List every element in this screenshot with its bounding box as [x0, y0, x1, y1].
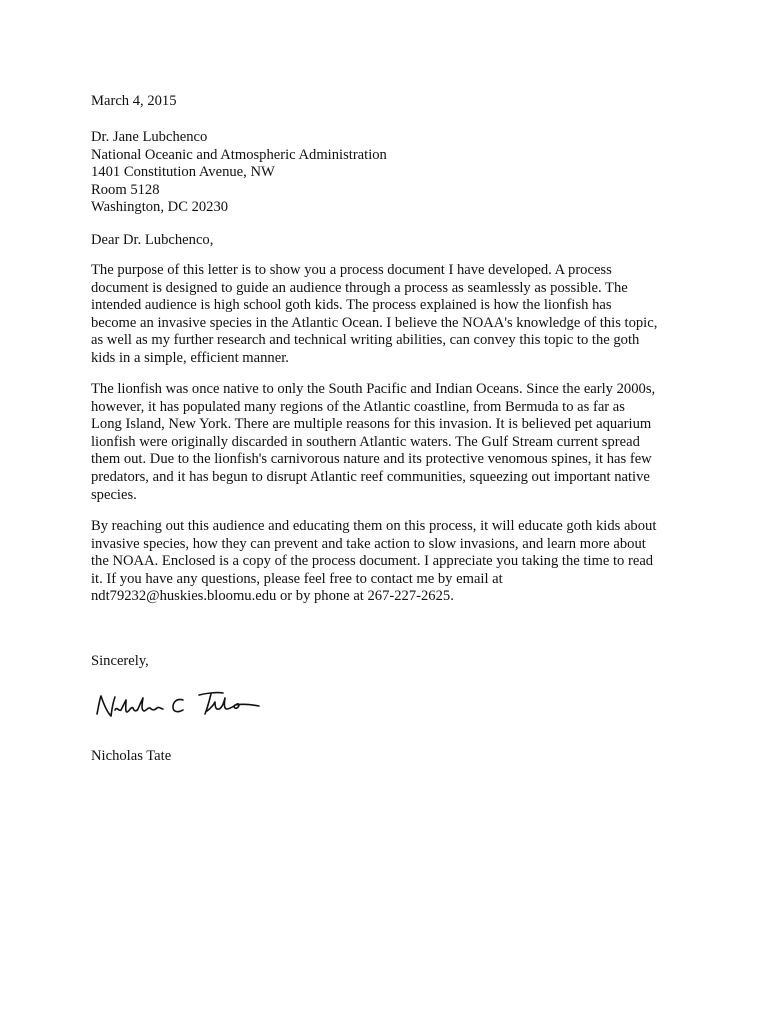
paragraph-line: ndt79232@huskies.bloomu.edu or by phone at 267-227-2625. [91, 588, 454, 605]
paragraph-line: By reaching out this audience and educating them on this process, it will educate goth kids about [91, 518, 657, 534]
recipient-address [91, 129, 691, 217]
paragraph-line: species. [91, 486, 137, 503]
recipient-room: Room 5128 [91, 181, 160, 198]
salutation [91, 232, 691, 250]
paragraph-line: The lionfish was once native to only the South Pacific and Indian Oceans. Since the early 2000s, [91, 381, 656, 397]
closing-line: Sincerely, [91, 653, 149, 669]
closing [91, 653, 691, 671]
paragraph-line: document is designed to guide an audience through a process as seamlessly as possible. The [91, 279, 628, 296]
paragraph-line: however, it has populated many regions of the Atlantic coastline, from Bermuda to as far as [91, 398, 625, 415]
paragraph-line: it. If you have any questions, please feel free to contact me by email at [91, 570, 503, 587]
paragraph-line: the NOAA. Enclosed is a copy of the process document. I appreciate you taking the time to read [91, 553, 654, 570]
paragraph-line: intended audience is high school goth kids. The process explained is how the lionfish has [91, 297, 612, 314]
paragraph-line: Long Island, New York. There are multiple reasons for this invasion. It is believed pet aquarium [91, 416, 652, 433]
sender-name-line: Nicholas Tate [91, 748, 172, 764]
recipient-city: Washington, DC 20230 [91, 199, 229, 216]
paragraph-line: invasive species, how they can prevent and take action to slow invasions, and learn more about [91, 535, 646, 552]
salutation-line: Dear Dr. Lubchenco, [91, 232, 214, 248]
body-paragraph-1 [91, 262, 691, 368]
handwritten-signature [91, 682, 271, 732]
paragraph-line: lionfish were originally discarded in southern Atlantic waters. The Gulf Stream current spread [91, 433, 640, 450]
recipient-street: 1401 Constitution Avenue, NW [91, 164, 275, 181]
recipient-name: Dr. Jane Lubchenco [91, 129, 208, 145]
body-paragraph-2 [91, 381, 691, 504]
paragraph-line: as well as my further research and technical writing abilities, can convey this topic to the goth [91, 332, 640, 349]
sender-name [91, 748, 691, 766]
paragraph-line: become an invasive species in the Atlantic Ocean. I believe the NOAA's knowledge of this topic, [91, 314, 658, 331]
recipient-organization: National Oceanic and Atmospheric Administration [91, 146, 387, 163]
date-line: March 4, 2015 [91, 93, 177, 109]
signature-drawing [91, 682, 271, 732]
paragraph-line: kids in a simple, efficient manner. [91, 349, 289, 366]
paragraph-line: them out. Due to the lionfish's carnivorous nature and its protective venomous spines, it has few [91, 451, 652, 468]
paragraph-line: The purpose of this letter is to show you a process document I have developed. A process [91, 262, 612, 278]
body-paragraph-3 [91, 518, 691, 606]
letter-date [91, 93, 691, 111]
paragraph-line: predators, and it has begun to disrupt Atlantic reef communities, squeezing out important native [91, 468, 650, 485]
